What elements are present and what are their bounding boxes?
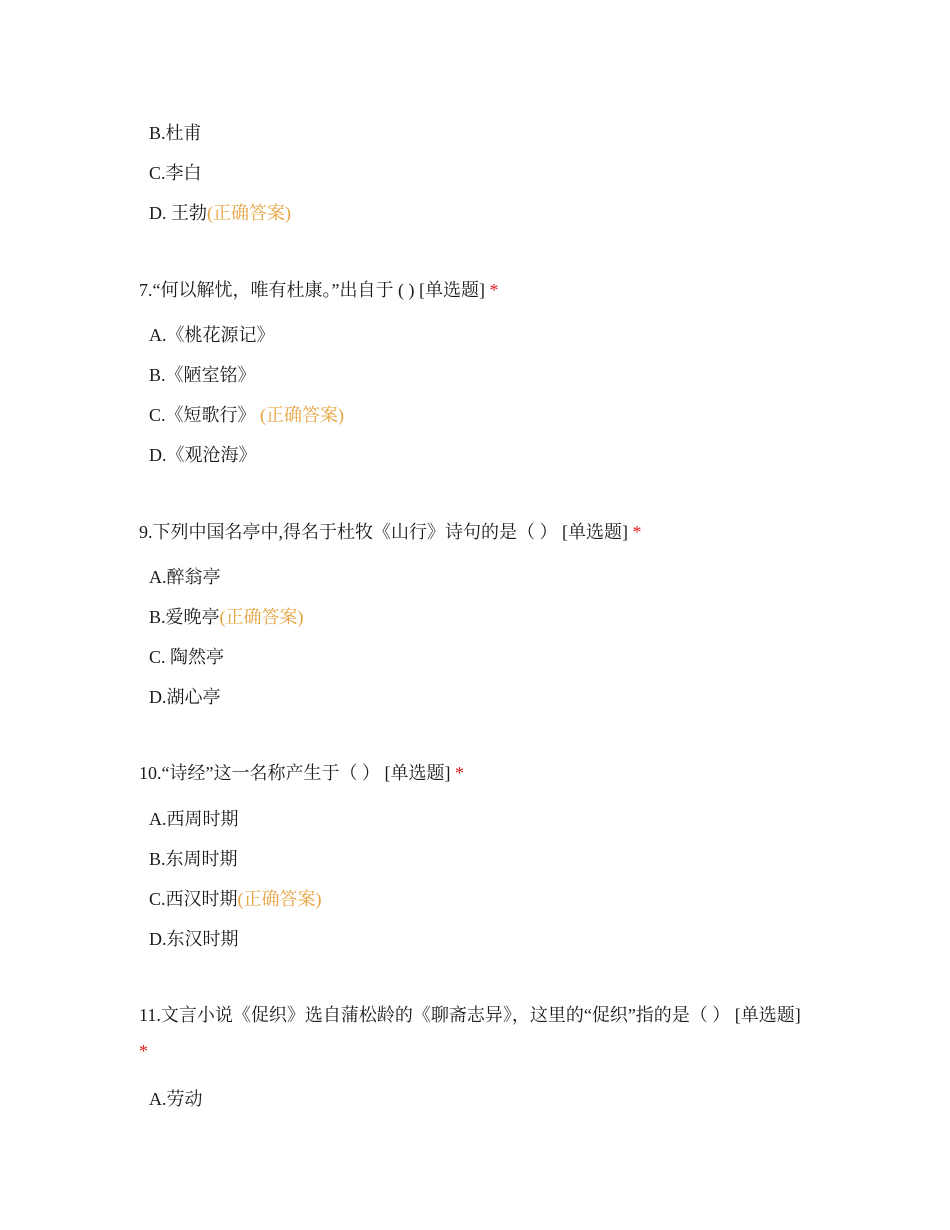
q7-option-a: A.《桃花源记》 <box>149 325 275 345</box>
correct-answer-tag: (正确答案) <box>207 203 291 223</box>
q10-option-d: D.东汉时期 <box>149 929 239 949</box>
q7-option-c: C.《短歌行》 (正确答案) <box>149 405 345 425</box>
required-asterisk: * <box>139 1041 148 1061</box>
q9-option-d: D.湖心亭 <box>149 687 221 707</box>
correct-answer-tag: (正确答案) <box>237 889 322 909</box>
q7-option-d: D.《观沧海》 <box>149 445 257 465</box>
q6-option-d: D. 王勃(正确答案) <box>149 203 291 223</box>
required-asterisk: * <box>454 763 464 783</box>
q11-option-a: A.劳动 <box>149 1089 203 1109</box>
q10-option-a: A.西周时期 <box>149 809 239 829</box>
q10-title: 10.“诗经”这一名称产生于（ ） [单选题] * <box>139 763 464 783</box>
required-asterisk: * <box>632 522 642 542</box>
q6-option-c: C.李白 <box>149 163 202 183</box>
q9-title: 9.下列中国名亭中,得名于杜牧《山行》诗句的是（ ） [单选题] * <box>139 522 642 542</box>
q7-title: 7.“何以解忧，唯有杜康。”出自于 ( ) [单选题] * <box>139 280 499 300</box>
q10-option-b: B.东周时期 <box>149 849 238 869</box>
q11-title: 11.文言小说《促织》选自蒲松龄的《聊斋志异》，这里的“促织”指的是（ ） [单选题] * <box>139 1005 801 1061</box>
q9-option-c: C. 陶然亭 <box>149 647 225 667</box>
q7-option-b: B.《陋室铭》 <box>149 365 256 385</box>
q10-option-c: C.西汉时期(正确答案) <box>149 889 322 909</box>
correct-answer-tag: (正确答案) <box>219 607 304 627</box>
q9-option-a: A.醉翁亭 <box>149 567 221 587</box>
q6-option-b: B.杜甫 <box>149 123 202 143</box>
q9-option-b: B.爱晚亭(正确答案) <box>149 607 304 627</box>
correct-answer-tag: (正确答案) <box>260 405 345 425</box>
required-asterisk: * <box>489 280 499 300</box>
